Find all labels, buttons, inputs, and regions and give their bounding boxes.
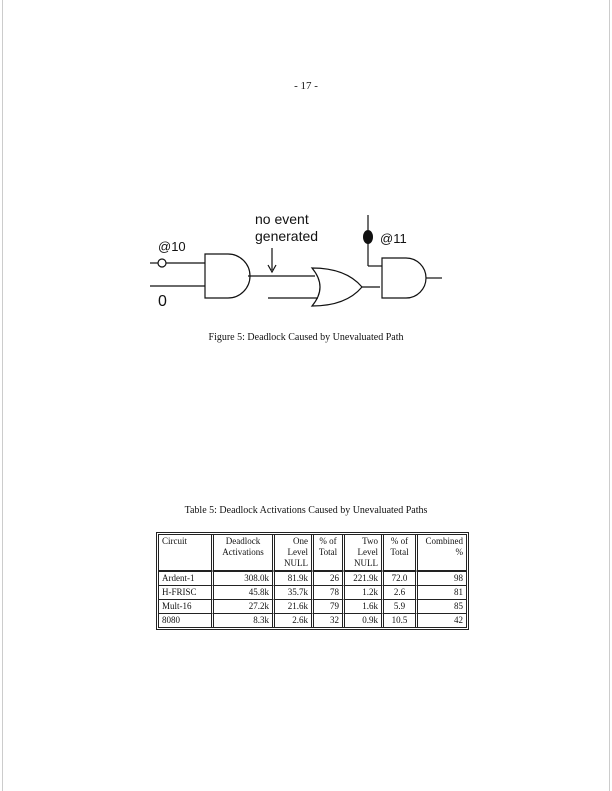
input-marker-circle <box>158 259 166 267</box>
left-margin-line <box>2 0 3 791</box>
cell-two-pct: 5.9 <box>381 599 415 613</box>
label-generated: generated <box>255 228 319 244</box>
deadlock-table <box>156 532 469 630</box>
cell-two-pct: 72.0 <box>381 571 415 585</box>
cell-circuit: 8080 <box>159 613 211 627</box>
header-one-level-null: One Level NULL <box>272 535 311 571</box>
cell-two-level: 1.2k <box>342 585 381 599</box>
figure-caption: Figure 5: Deadlock Caused by Unevaluated Path <box>208 332 404 343</box>
circuit-diagram <box>150 210 450 310</box>
cell-deadlock: 27.2k <box>211 599 272 613</box>
cell-one-pct: 26 <box>311 571 342 585</box>
cell-one-pct: 79 <box>311 599 342 613</box>
cell-two-pct: 10.5 <box>381 613 415 627</box>
table-row <box>159 599 466 613</box>
cell-one-pct: 32 <box>311 613 342 627</box>
cell-circuit: Mult-16 <box>159 599 211 613</box>
label-at11: @11 <box>380 231 407 246</box>
and-gate-2 <box>382 258 426 298</box>
table-caption: Table 5: Deadlock Activations Caused by Unevaluated Paths <box>184 505 428 516</box>
cell-combined: 81 <box>415 585 466 599</box>
cell-one-level: 35.7k <box>272 585 311 599</box>
cell-combined: 98 <box>415 571 466 585</box>
header-two-level-null: Two Level NULL <box>342 535 381 571</box>
header-circuit: Circuit <box>159 535 211 571</box>
cell-one-pct: 78 <box>311 585 342 599</box>
header-deadlock-activations: Deadlock Activations <box>211 535 272 571</box>
page-number: - 17 - <box>294 80 318 92</box>
cell-combined: 85 <box>415 599 466 613</box>
table-row <box>159 613 466 627</box>
cell-deadlock: 8.3k <box>211 613 272 627</box>
or-gate <box>312 268 362 306</box>
label-at10: @10 <box>158 239 186 254</box>
table-row <box>159 571 466 585</box>
cell-one-level: 21.6k <box>272 599 311 613</box>
cell-circuit: H-FRISC <box>159 585 211 599</box>
cell-one-level: 81.9k <box>272 571 311 585</box>
cell-two-level: 1.6k <box>342 599 381 613</box>
cell-two-level: 0.9k <box>342 613 381 627</box>
label-no-event: no event <box>255 211 309 227</box>
header-one-level-pct: % of Total <box>311 535 342 571</box>
cell-circuit: Ardent-1 <box>159 571 211 585</box>
cell-deadlock: 308.0k <box>211 571 272 585</box>
and-gate-1 <box>205 254 250 298</box>
table-row <box>159 585 466 599</box>
cell-combined: 42 <box>415 613 466 627</box>
cell-two-level: 221.9k <box>342 571 381 585</box>
cell-one-level: 2.6k <box>272 613 311 627</box>
at11-event-dot <box>363 230 373 244</box>
cell-deadlock: 45.8k <box>211 585 272 599</box>
table-header-row <box>159 535 466 571</box>
header-two-level-pct: % of Total <box>381 535 415 571</box>
cell-two-pct: 2.6 <box>381 585 415 599</box>
header-combined-pct: Combined % <box>415 535 466 571</box>
right-margin-line <box>609 0 610 791</box>
label-zero: 0 <box>158 293 167 310</box>
